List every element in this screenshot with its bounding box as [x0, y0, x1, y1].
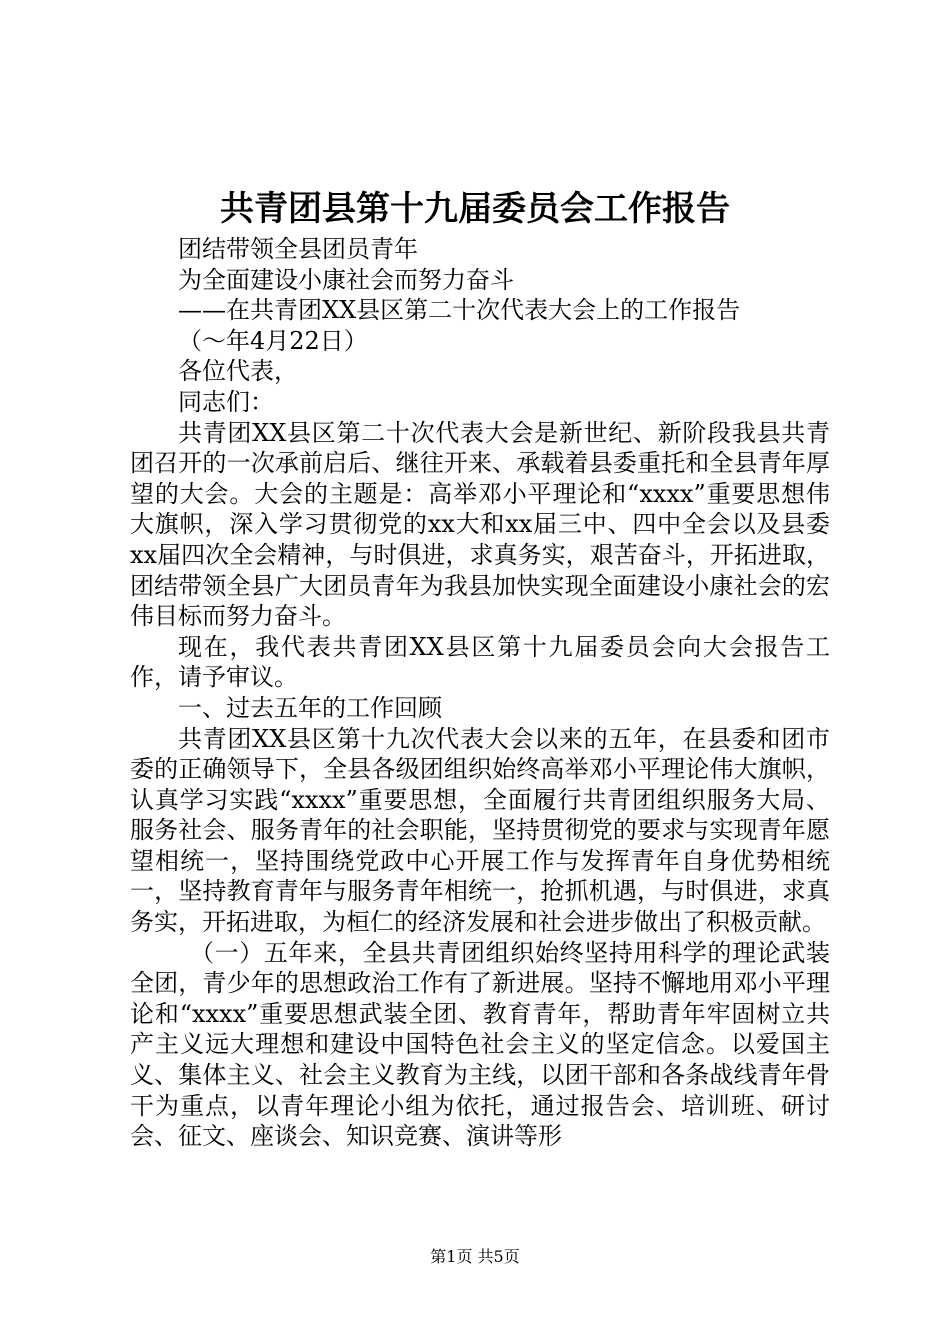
subtitle-line-1: 团结带领全县团员青年 [178, 235, 418, 263]
section-heading: 一、过去五年的工作回顾 [178, 693, 442, 722]
subtitle-line-2: 为全面建设小康社会而努力奋斗 [178, 265, 514, 294]
body-paragraph: （一）五年来，全县共青团组织始终坚持用科学的理论武装全团，青少年的思想政治工作有了新进展。坚持不懈地用邓小平理论和“xxxx”重要思想武装全团、教育青年，帮助青年牢固树立共产主义远大理想和建设中国特色社会主义的坚定信念。以爱国主义、集体主义、社会主义教育为主线，以团干部和各条战线青年骨干为重点，以青年理论小组为依托，通过报告会、培训班、研讨会、征文、座谈会、知识竞赛、演讲等形 [130, 938, 830, 1151]
document-title: 共青团县第十九届委员会工作报告 [220, 189, 730, 229]
salutation-2: 同志们： [178, 387, 274, 416]
subtitle-line-3: ——在共青团XX县区第二十次代表大会上的工作报告 [178, 296, 741, 325]
salutation-1: 各位代表， [178, 357, 298, 386]
body-paragraph: 现在，我代表共青团XX县区第十九届委员会向大会报告工作，请予审议。 [130, 632, 830, 692]
document-body [130, 234, 830, 1152]
page-footer: 第1页 共5页 [430, 1247, 520, 1266]
report-date: （～年4月22日） [178, 326, 368, 355]
body-paragraph: 共青团XX县区第二十次代表大会是新世纪、新阶段我县共青团召开的一次承前启后、继往开来、承载着县委重托和全县青年厚望的大会。大会的主题是：高举邓小平理论和“xxxx”重要思想伟大旗帜，深入学习贯彻党的xx大和xx届三中、四中全会以及县委xx届四次全会精神，与时俱进，求真务实，艰苦奋斗，开拓进取，团结带领全县广大团员青年为我县加快实现全面建设小康社会的宏伟目标而努力奋斗。 [130, 418, 830, 631]
body-paragraph: 共青团XX县区第十九次代表大会以来的五年，在县委和团市委的正确领导下，全县各级团组织始终高举邓小平理论伟大旗帜，认真学习实践“xxxx”重要思想，全面履行共青团组织服务大局、服务社会、服务青年的社会职能，坚持贯彻党的要求与实现青年愿望相统一，坚持围绕党政中心开展工作与发挥青年自身优势相统一，坚持教育青年与服务青年相统一，抢抓机遇，与时俱进，求真务实，开拓进取，为桓仁的经济发展和社会进步做出了积极贡献。 [130, 724, 830, 937]
